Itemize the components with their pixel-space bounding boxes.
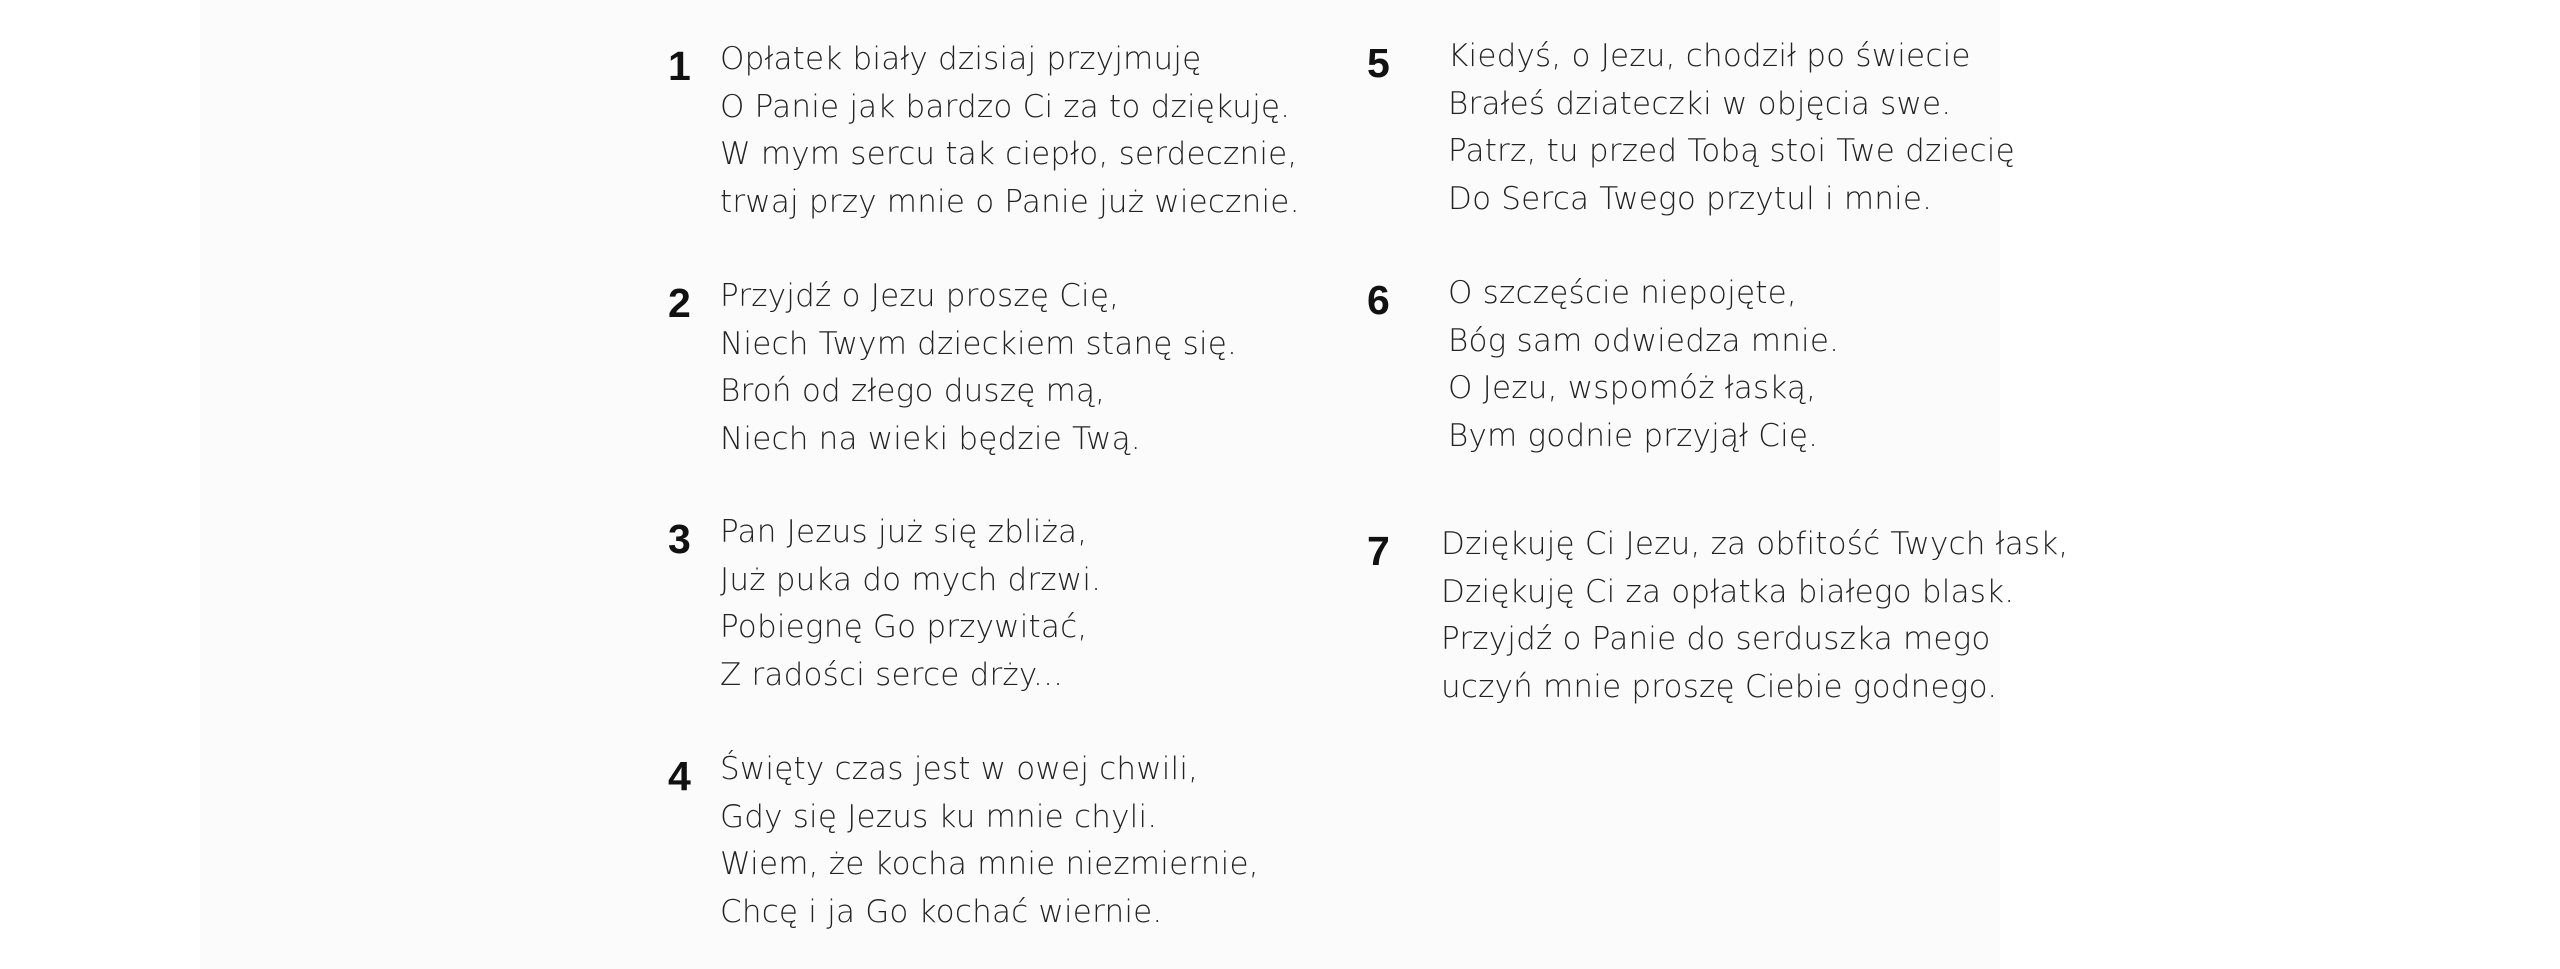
- verse-line: Kiedyś, o Jezu, chodził po świecie: [1448, 38, 1971, 74]
- verse-line: Dziękuję Ci Jezu, za obfitość Twych łask,: [1441, 526, 2069, 562]
- stanza-number: 4: [668, 753, 691, 799]
- stanza-lines: [720, 509, 1101, 699]
- stanza-lines: [720, 746, 1259, 936]
- stanza-lines: [720, 36, 1300, 226]
- stanza-lines: [720, 273, 1237, 463]
- verse-line: Chcę i ja Go kochać wiernie.: [720, 893, 1163, 930]
- verse-line: Pobiegnę Go przywitać,: [720, 609, 1088, 645]
- verse-line: Gdy się Jezus ku mnie chyli.: [720, 798, 1158, 835]
- stanza-number: 6: [1367, 277, 1390, 323]
- verse-line: Święty czas jest w owej chwili,: [720, 751, 1199, 787]
- verse-line: Niech Twym dzieckiem stanę się.: [720, 325, 1238, 362]
- verse-line: trwaj przy mnie o Panie już wiecznie.: [720, 183, 1300, 220]
- verse-line: Bóg sam odwiedza mnie.: [1448, 322, 1840, 359]
- verse-line: Przyjdź o Jezu proszę Cię,: [720, 278, 1120, 314]
- verse-line: W mym sercu tak ciepło, serdecznie,: [720, 136, 1298, 172]
- verse-line: Do Serca Twego przytul i mnie.: [1448, 180, 1933, 217]
- verse-line: Opłatek biały dzisiaj przyjmuję: [720, 41, 1202, 77]
- stanza-number: 3: [668, 516, 691, 562]
- verse-line: Brałeś dziateczki w objęcia swe.: [1448, 85, 1952, 122]
- stanza-number: 7: [1367, 528, 1390, 574]
- stanza-number: 5: [1367, 40, 1390, 86]
- verse-line: Pan Jezus już się zbliża,: [720, 514, 1088, 550]
- verse-line: Niech na wieki będzie Twą.: [720, 420, 1141, 457]
- verse-line: Z radości serce drży...: [720, 656, 1064, 693]
- stanza-lines: [1448, 270, 1839, 460]
- stanza-number: 1: [668, 43, 691, 89]
- verse-line: O Panie jak bardzo Ci za to dziękuję.: [720, 88, 1291, 125]
- verse-line: Przyjdź o Panie do serduszka mego: [1441, 621, 1991, 657]
- verse-line: O szczęście niepojęte,: [1448, 275, 1797, 311]
- verse-line: uczyń mnie proszę Ciebie godnego.: [1441, 668, 1998, 705]
- verse-line: Bym godnie przyjął Cię.: [1448, 417, 1819, 454]
- stanza-lines: [1448, 33, 2015, 223]
- verse-line: Wiem, że kocha mnie niezmiernie,: [720, 846, 1259, 882]
- verse-line: Patrz, tu przed Tobą stoi Twe dziecię: [1448, 133, 2015, 169]
- stanza-lines: [1441, 521, 2068, 711]
- stanza-number: 2: [668, 280, 691, 326]
- verse-line: Już puka do mych drzwi.: [720, 561, 1102, 598]
- verse-line: Dziękuję Ci za opłatka białego blask.: [1441, 573, 2015, 610]
- verse-line: Broń od złego duszę mą,: [720, 373, 1106, 409]
- verse-line: O Jezu, wspomóż łaską,: [1448, 370, 1817, 406]
